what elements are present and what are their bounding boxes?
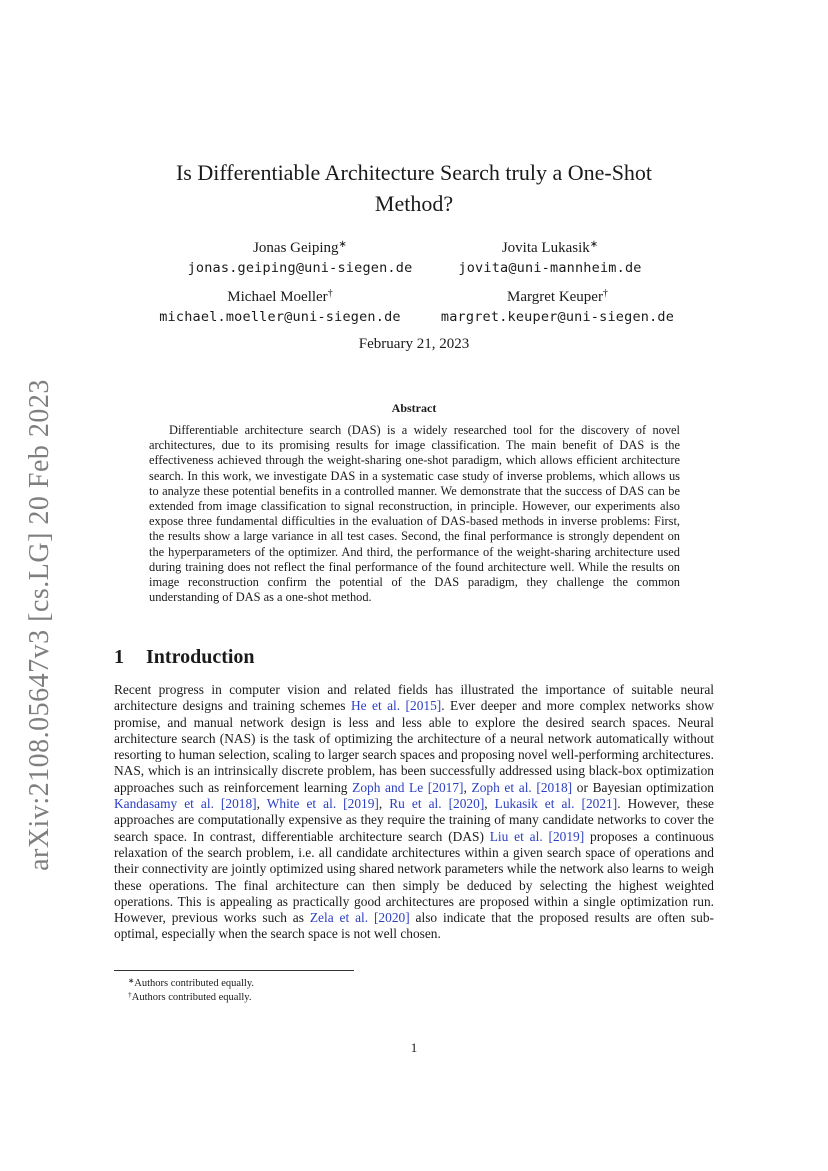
author-block	[420, 284, 695, 327]
abstract-text: Differentiable architecture search (DAS) is a widely researched tool for the discovery of novel architectures, due to its promising results for image classification. The main benefit of DAS is the effectiveness achieved through the weight-sharing one-shot paradigm, which allows efficient architecture search. In this work, we investigate DAS in a systematic case study of inverse problems, which allows us to analyze these potential benefits in a controlled manner. We demonstrate that the success of DAS can be extended from image classification to signal reconstruction, in principle. However, our experiments also expose three fundamental difficulties in the evaluation of DAS-based methods in inverse problems: First, the results show a large variance in all test cases. Second, the final performance is strongly dependent on the hyperparameters of the optimizer. And third, the performance of the weight-sharing architecture used during training does not reflect the final performance of the found architecture well. While the results on image reconstruction confirm the potential of the DAS paradigm, they challenge the common understanding of DAS as a one-shot method.	[149, 423, 680, 605]
citation-link[interactable]: Ru et al. [2020]	[389, 796, 485, 812]
citation-link[interactable]: Lukasik et al. [2021]	[494, 796, 618, 812]
section-title: Introduction	[146, 646, 255, 668]
citation-link[interactable]: Zoph et al. [2018]	[471, 779, 573, 795]
author-email[interactable]: margret.keuper@uni-siegen.de	[440, 309, 675, 325]
author-email[interactable]: jovita@uni-mannheim.de	[458, 260, 642, 276]
author-email[interactable]: michael.moeller@uni-siegen.de	[159, 309, 401, 325]
footnote-rule	[114, 970, 354, 971]
footnote-mark: †	[128, 990, 132, 999]
abstract-heading: Abstract	[391, 401, 437, 415]
footnote-text: Authors contributed equally.	[131, 992, 252, 1003]
citation-link[interactable]: He et al. [2015]	[350, 698, 442, 714]
section-number: 1	[114, 646, 124, 668]
citation-link[interactable]: Liu et al. [2019]	[489, 828, 585, 844]
section-heading	[114, 646, 414, 669]
citation-link[interactable]: Kandasamy et al. [2018]	[114, 796, 257, 812]
paper-date: February 21, 2023	[358, 336, 470, 352]
paper-title: Is Differentiable Architecture Search truly a One-Shot Method?	[175, 160, 653, 216]
author-block	[140, 284, 420, 327]
citation-link[interactable]: White et al. [2019]	[266, 796, 379, 812]
author-name: Jovita Lukasik∗	[501, 239, 599, 256]
author-mark: †	[327, 288, 333, 299]
author-mark: ∗	[338, 239, 347, 250]
author-email[interactable]: jonas.geiping@uni-siegen.de	[187, 260, 413, 276]
citation-link[interactable]: Zoph and Le [2017]	[352, 779, 464, 795]
arxiv-identifier: arXiv:2108.05647v3 [cs.LG] 20 Feb 2023	[24, 379, 56, 871]
footnote-mark: ∗	[128, 976, 135, 985]
author-block	[430, 235, 670, 278]
arxiv-stamp	[20, 380, 60, 870]
author-name: Jonas Geiping∗	[253, 239, 347, 256]
introduction-paragraph: Recent progress in computer vision and related fields has illustrated the importance of suitable neural architecture designs and training schemes He et al. [2015]. Ever deeper and more complex networks show promise, and manual network design is less and less able to explore the desired search spaces. Neural architecture search (NAS) is the task of optimizing the architecture of a neural network automatically without resorting to human selection, scaling to larger search spaces and proposing novel well-performing architectures. NAS, which is an intrinsically discrete problem, has been successfully addressed using black-box optimization approaches such as reinforcement learning Zoph and Le [2017], Zoph et al. [2018] or Bayesian optimization Kandasamy et al. [2018], White et al. [2019], Ru et al. [2020], Lukasik et al. [2021]. However, these approaches are computationally expensive as they require the training of many candidate networks to cover the search space. In contrast, differentiable architecture search (DAS) Liu et al. [2019] proposes a continuous relaxation of the search problem, i.e. all candidate architectures within a given search space of operations and their connectivity are jointly optimized using shared network parameters while the network also learns to weigh these operations. The final architecture can then simply be deduced by selecting the highest weighted operations. This is appealing as practically good architectures are proposed within a single optimization run. However, previous works such as Zela et al. [2020] also indicate that the proposed results are often sub-optimal, especially when the search space is not well chosen.	[114, 682, 714, 942]
footnote-text: Authors contributed equally.	[134, 978, 255, 989]
page-number: 1	[410, 1040, 418, 1055]
author-block	[160, 235, 440, 278]
citation-link[interactable]: Zela et al. [2020]	[309, 910, 410, 926]
author-name: Margret Keuper†	[507, 288, 608, 305]
author-name: Michael Moeller†	[227, 288, 333, 305]
author-mark: †	[602, 288, 608, 299]
footnote	[128, 988, 252, 1005]
author-mark: ∗	[589, 239, 599, 250]
